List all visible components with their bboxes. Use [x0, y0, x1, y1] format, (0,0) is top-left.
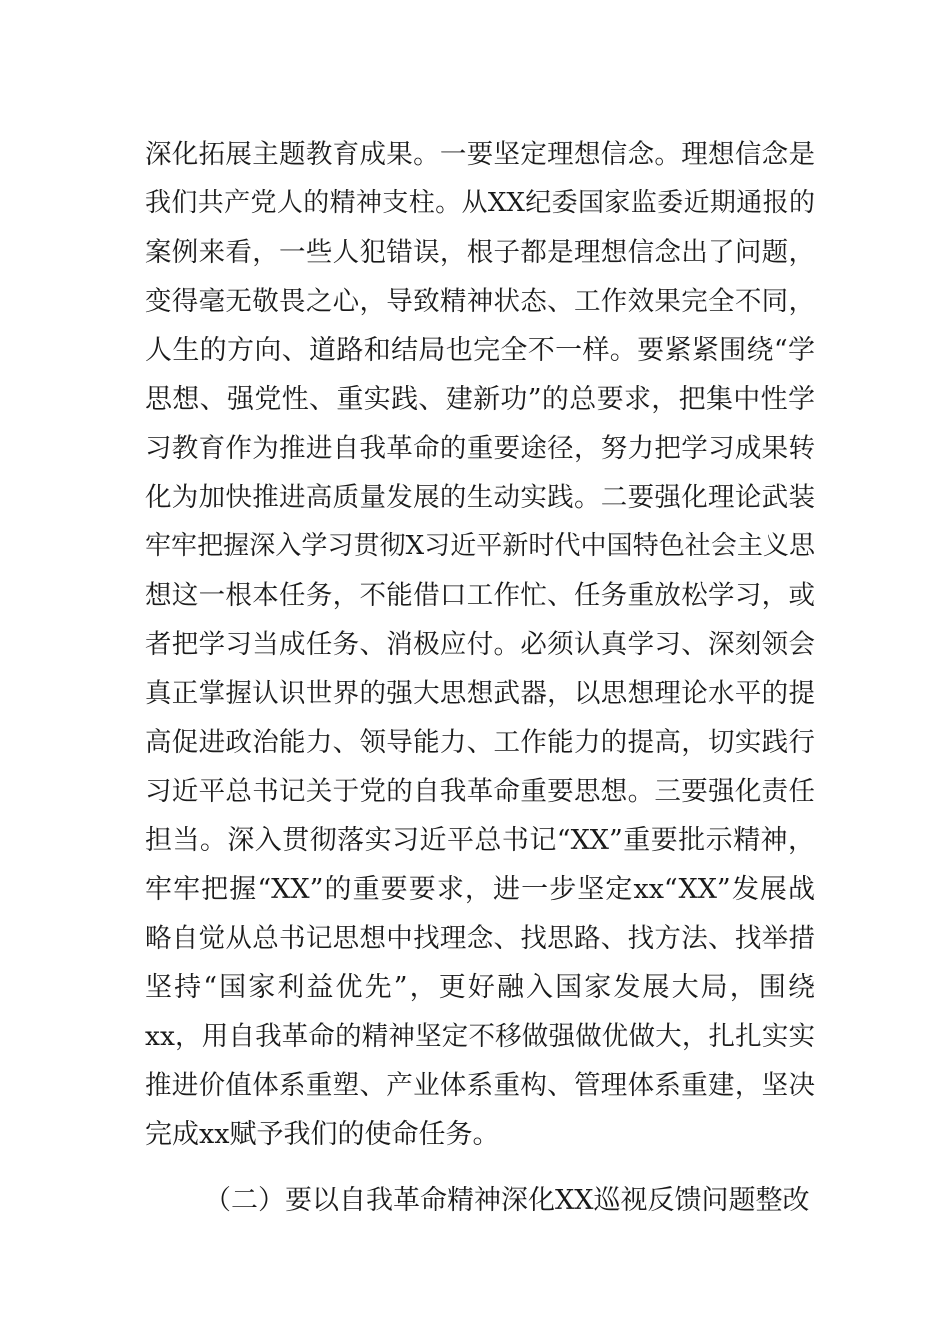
paragraph-line: 习教育作为推进自我革命的重要途径，努力把学习成果转 — [145, 433, 815, 464]
paragraph-line: 真正掌握认识世界的强大思想武器，以思想理论水平的提 — [145, 678, 815, 709]
paragraph-line: 变得毫无敬畏之心，导致精神状态、工作效果完全不同， — [145, 286, 815, 317]
paragraph-line: 牢牢把握“XX”的重要要求，进一步坚定xx“XX”发展战 — [145, 874, 815, 905]
paragraph-line: 习近平总书记关于党的自我革命重要思想。三要强化责任 — [145, 776, 815, 807]
paragraph-line: 牢牢把握深入学习贯彻X习近平新时代中国特色社会主义思 — [145, 531, 815, 561]
paragraph-line: 我们共产党人的精神支柱。从XX纪委国家监委近期通报的 — [145, 188, 815, 218]
paragraph-line: 略自觉从总书记思想中找理念、找思路、找方法、找举措 — [145, 923, 815, 954]
paragraph-line: 坚持“国家利益优先”，更好融入国家发展大局，围绕 — [145, 972, 815, 1003]
paragraph-line: 想这一根本任务，不能借口工作忙、任务重放松学习，或 — [145, 580, 815, 611]
paragraph-line: 化为加快推进高质量发展的生动实践。二要强化理论武装 — [145, 482, 815, 513]
paragraph-line: 推进价值体系重塑、产业体系重构、管理体系重建，坚决 — [145, 1070, 815, 1101]
paragraph-line: xx，用自我革命的精神坚定不移做强做优做大，扎扎实实 — [145, 1021, 815, 1052]
paragraph-line: 思想、强党性、重实践、建新功”的总要求，把集中性学 — [145, 384, 815, 415]
body-paragraph — [145, 130, 815, 1159]
section-heading: （二）要以自我革命精神深化XX巡视反馈问题整改 — [204, 1185, 810, 1216]
paragraph-line: 人生的方向、道路和结局也完全不一样。要紧紧围绕“学 — [145, 335, 815, 366]
paragraph-line: 高促进政治能力、领导能力、工作能力的提高，切实践行 — [145, 727, 815, 758]
paragraph-line: 者把学习当成任务、消极应付。必须认真学习、深刻领会 — [145, 629, 815, 660]
paragraph-line: 案例来看，一些人犯错误，根子都是理想信念出了问题， — [145, 237, 815, 268]
paragraph-line: 深化拓展主题教育成果。一要坚定理想信念。理想信念是 — [145, 139, 815, 170]
paragraph-line: 完成xx赋予我们的使命任务。 — [145, 1119, 500, 1150]
paragraph-line: 担当。深入贯彻落实习近平总书记“XX”重要批示精神， — [145, 825, 815, 856]
